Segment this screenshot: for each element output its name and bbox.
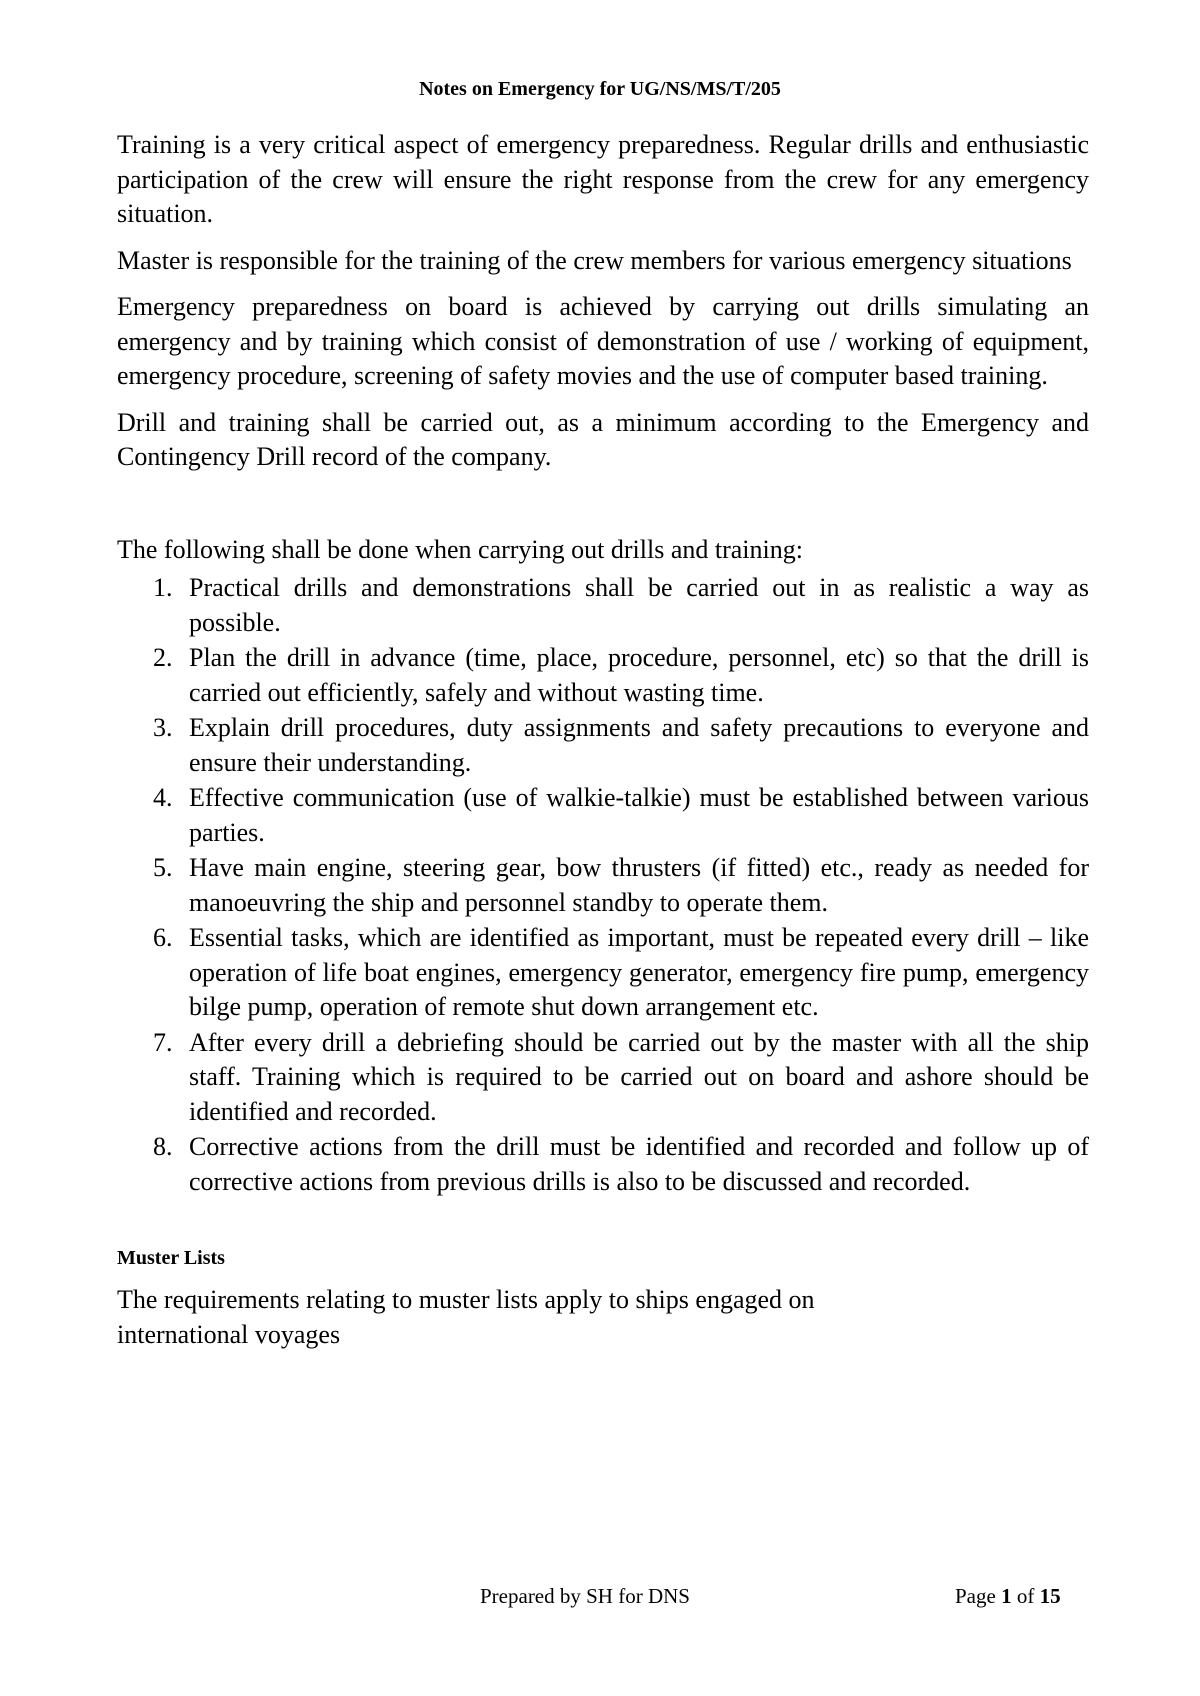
paragraph-preparedness: Emergency preparedness on board is achieved by carrying out drills simulating an emergency and by training which consist of demonstration of use / working of equipment, emergency procedure, screening of safety movies and the use of computer based training. <box>117 292 1089 390</box>
paragraph-drill-record: Drill and training shall be carried out, as a minimum according to the Emergency and Contingency Drill record of the company. <box>117 407 1089 471</box>
list-item <box>153 1130 1089 1199</box>
list-item-number: 8. <box>153 1132 173 1161</box>
page-total: 15 <box>1039 1584 1061 1608</box>
page-of-label: of <box>1016 1584 1035 1608</box>
list-item-number: 2. <box>153 643 173 672</box>
page-current: 1 <box>1001 1584 1012 1608</box>
list-intro: The following shall be done when carrying out drills and training: <box>117 534 803 564</box>
list-item-number: 7. <box>153 1027 173 1057</box>
list-item <box>153 781 1089 850</box>
list-item-text: Explain drill procedures, duty assignments and safety precautions to everyone and ensure their understanding. <box>189 713 1089 777</box>
list-item <box>153 1026 1089 1130</box>
document-body <box>117 128 1089 1364</box>
list-item <box>153 711 1089 780</box>
list-item <box>153 641 1089 710</box>
list-item-text: Plan the drill in advance (time, place, procedure, personnel, etc) so that the drill is carried out efficiently, safely and without wasting time. <box>189 643 1089 707</box>
list-item-text: Essential tasks, which are identified as important, must be repeated every drill – like operation of life boat engines, emergency generator, emergency fire pump, emergency bilge pump, operation of remote shut down arrangement etc. <box>189 923 1089 1021</box>
page-label: Page <box>955 1584 996 1608</box>
page-number <box>955 1584 1061 1609</box>
paragraph-muster: The requirements relating to muster lists apply to ships engaged on international voyages <box>117 1285 815 1349</box>
list-item-text: Have main engine, steering gear, bow thrusters (if fitted) etc., ready as needed for manoeuvring the ship and personnel standby to operate them. <box>189 853 1089 917</box>
paragraph-training: Training is a very critical aspect of emergency preparedness. Regular drills and enthusiastic participation of the crew will ensure the right response from the crew for any emergency situation. <box>117 130 1089 228</box>
list-item-number: 5. <box>153 853 173 882</box>
list-item <box>153 851 1089 920</box>
muster-lists-heading: Muster Lists <box>117 1247 225 1269</box>
document-title: Notes on Emergency for UG/NS/MS/T/205 <box>419 78 781 100</box>
list-item-number: 3. <box>153 713 173 742</box>
list-item-number: 4. <box>153 783 173 812</box>
list-item-text: Corrective actions from the drill must be identified and recorded and follow up of corrective actions from previous drills is also to be discussed and recorded. <box>189 1132 1089 1196</box>
list-item-number: 1. <box>153 573 173 602</box>
list-item-text: Effective communication (use of walkie-talkie) must be established between various parties. <box>189 783 1089 847</box>
list-item-number: 6. <box>153 923 173 952</box>
drill-steps-list <box>117 571 1089 1199</box>
paragraph-master: Master is responsible for the training of the crew members for various emergency situations <box>117 245 1072 275</box>
list-item-text: After every drill a debriefing should be carried out by the master with all the ship staff. Training which is required to be carried out on board and ashore should be identified and recorded. <box>189 1027 1089 1126</box>
list-item-text: Practical drills and demonstrations shall be carried out in as realistic a way as possible. <box>189 573 1089 637</box>
list-item <box>153 571 1089 640</box>
footer-prepared-by: Prepared by SH for DNS <box>480 1584 690 1608</box>
list-item <box>153 921 1089 1025</box>
